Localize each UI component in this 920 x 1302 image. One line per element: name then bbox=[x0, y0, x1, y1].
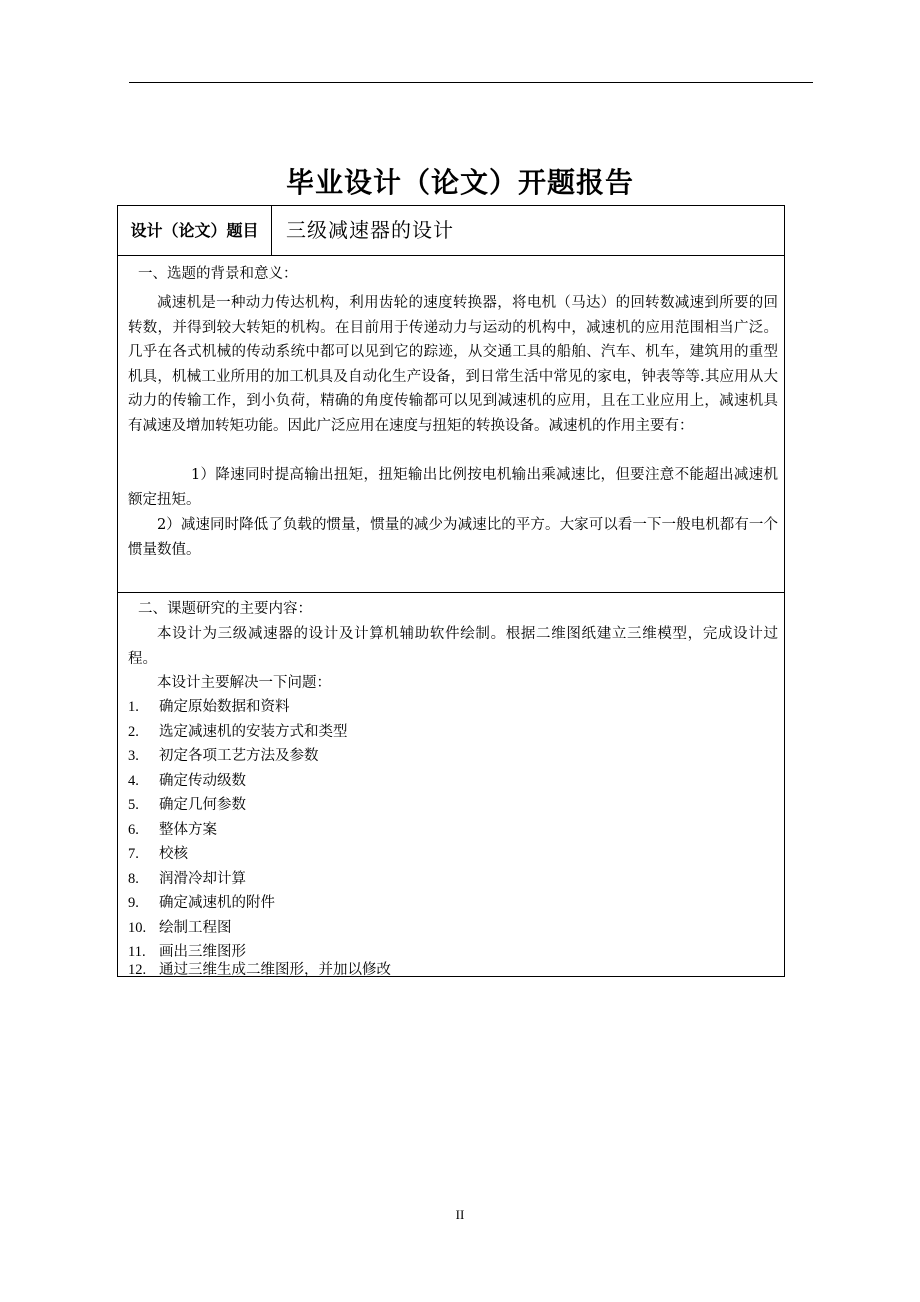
list-item: 7. 校核 bbox=[128, 846, 188, 862]
list-item: 9. 确定减速机的附件 bbox=[128, 895, 275, 911]
list-item: 6. 整体方案 bbox=[128, 821, 217, 838]
list-item: 3. 初定各项工艺方法及参数 bbox=[128, 748, 319, 764]
research-heading: 二、课题研究的主要内容： bbox=[138, 601, 312, 617]
research-lead: 本设计主要解决一下问题： bbox=[157, 675, 331, 691]
topic-row bbox=[118, 206, 784, 256]
list-item: 12. 通过三维生成二维图形，并加以修改 bbox=[128, 961, 391, 978]
background-paragraph: 减速机是一种动力传达机构，利用齿轮的速度转换器，将电机（马达）的回转数减速到所要的回转数，并得到较大转矩的机构。在目前用于传递动力与运动的机构中，减速机的应用范围相当广泛。几乎在各式机械的传动系统中都可以见到它的踪迹，从交通工具的船舶、汽车、机车，建筑用的重型机具，机械工业所用的加工机具及自动化生产设备，到日常生活中常见的家电，钟表等等.其应用从大动力的传输工作，到小负荷，精确的角度传输都可以见到减速机的应用，且在工业应用上，减速机具有减速及增加转矩功能。因此广泛应用在速度与扭矩的转换设备。减速机的作用主要有： bbox=[128, 295, 778, 434]
list-item: 5. 确定几何参数 bbox=[128, 797, 246, 813]
topic-value: 三级减速器的设计 bbox=[286, 218, 454, 242]
research-intro: 本设计为三级减速器的设计及计算机辅助软件绘制。根据二维图纸建立三维模型，完成设计过程。 bbox=[128, 626, 778, 667]
topic-label: 设计（论文）题目 bbox=[118, 206, 272, 255]
background-point-1: 1）降速同时提高输出扭矩，扭矩输出比例按电机输出乘减速比，但要注意不能超出减速机额定扭矩。 bbox=[128, 467, 778, 508]
list-item: 10. 绘制工程图 bbox=[128, 919, 232, 936]
list-item: 1. 确定原始数据和资料 bbox=[128, 699, 290, 715]
list-item: 4. 确定传动级数 bbox=[128, 772, 246, 789]
background-heading: 一、选题的背景和意义： bbox=[138, 266, 298, 282]
list-item: 8. 润滑冷却计算 bbox=[128, 870, 246, 887]
page-title: 毕业设计（论文）开题报告 bbox=[285, 166, 634, 199]
page-number: II bbox=[455, 1207, 465, 1222]
list-item: 2. 选定减速机的安装方式和类型 bbox=[128, 723, 348, 740]
background-section bbox=[118, 256, 784, 593]
list-item: 11. 画出三维图形 bbox=[128, 944, 246, 960]
research-content-section bbox=[118, 593, 784, 976]
header-rule bbox=[129, 82, 813, 83]
proposal-table bbox=[117, 205, 785, 977]
background-point-2: 2）减速同时降低了负载的惯量，惯量的减少为减速比的平方。大家可以看一下一般电机都有一个惯量数值。 bbox=[128, 517, 778, 558]
